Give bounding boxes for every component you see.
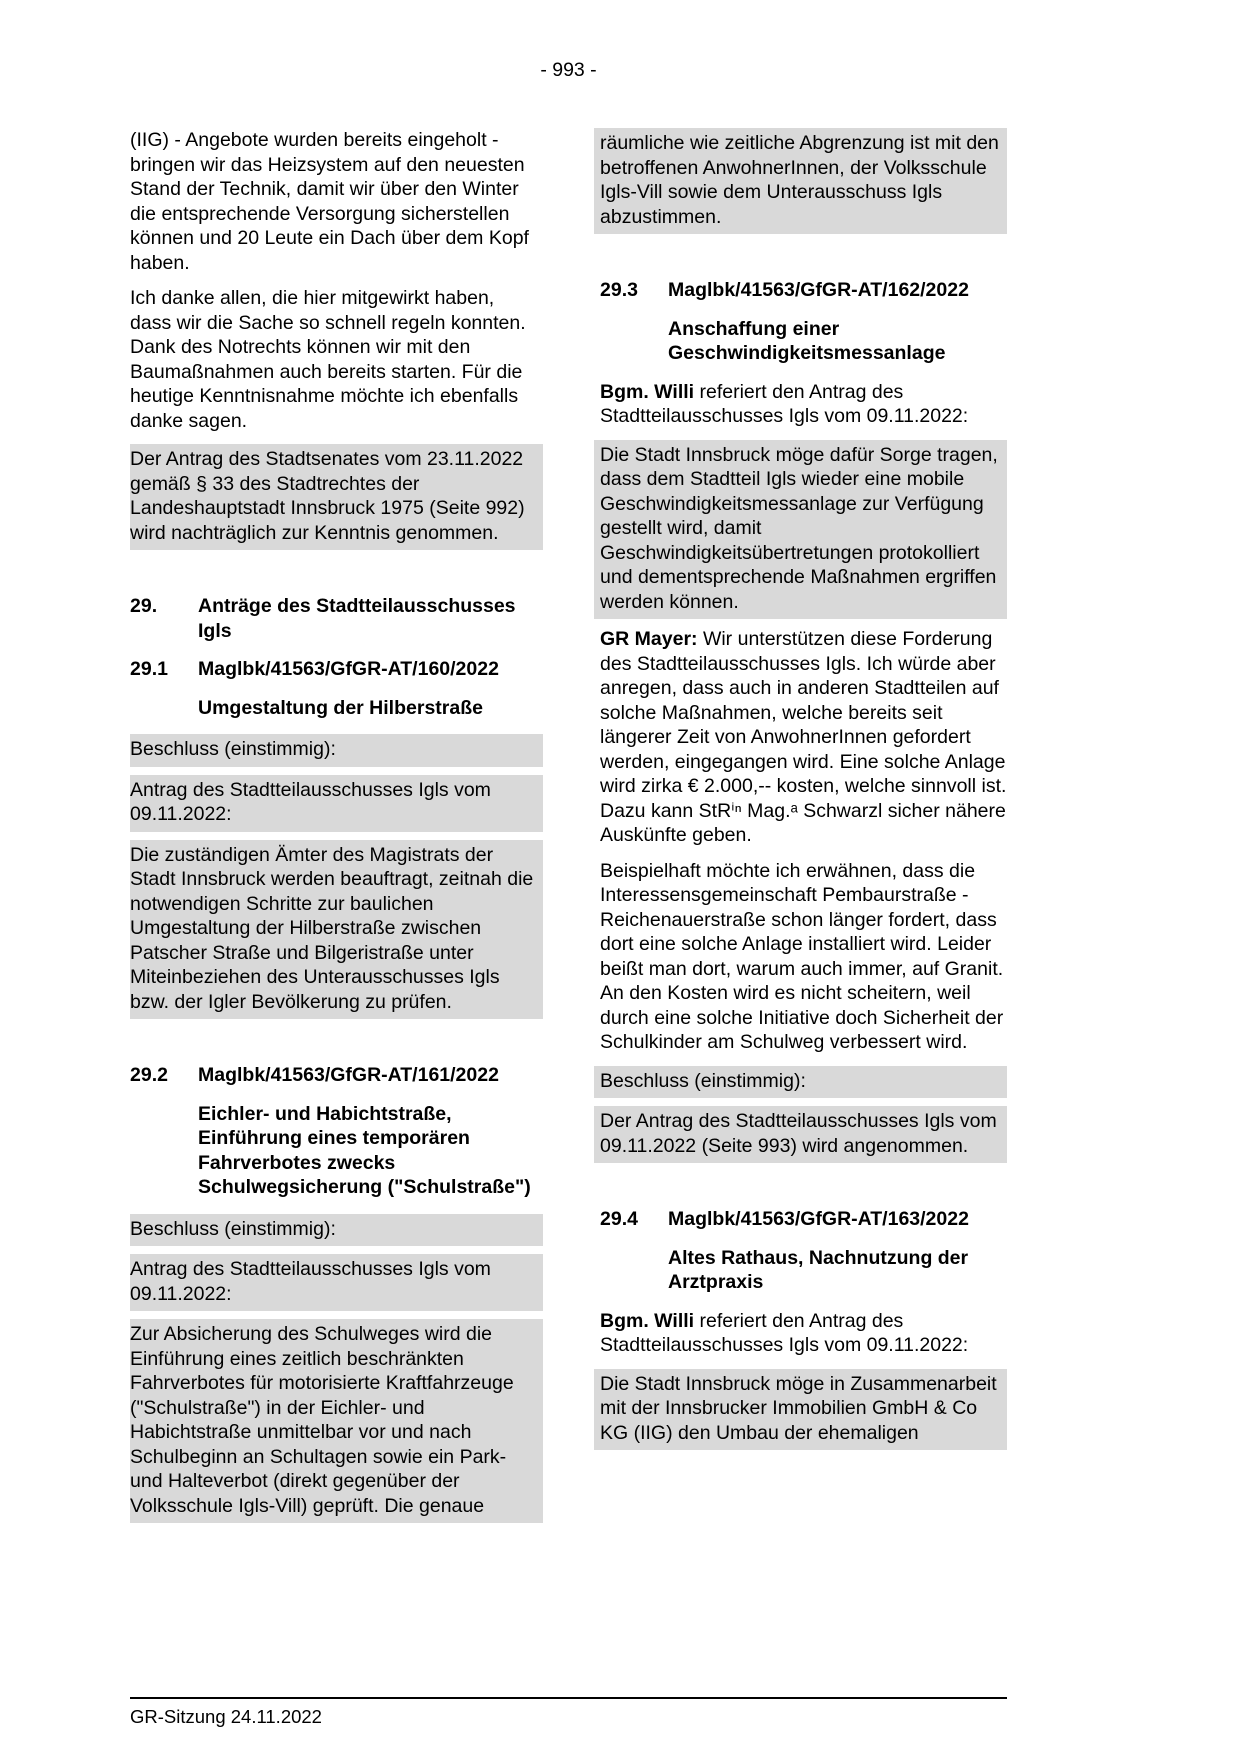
section-title: Maglbk/41563/GfGR-AT/161/2022 [198, 1064, 499, 1086]
speaker-name: GR Mayer: [600, 628, 698, 650]
speaker-name: Bgm. Willi [600, 1309, 695, 1332]
paragraph: Bgm. Willi referiert den Antrag des Stadtteilausschusses Igls vom 09.11.2022: [600, 1309, 969, 1356]
highlighted-paragraph: Der Antrag des Stadtteilausschusses Igls vom 09.11.2022 (Seite 993) wird angenommen. [594, 1106, 1007, 1163]
footer-text: GR-Sitzung 24.11.2022 [130, 1706, 322, 1727]
paragraph: (IIG) - Angebote wurden bereits eingeholt - bringen wir das Heizsystem auf den neuesten Stand der Technik, damit wir über den Winter die entsprechende Versorgung sicherstellen können und 20 Leute ein Dach über dem Kopf haben. [130, 129, 529, 274]
paragraph: Bgm. Willi referiert den Antrag des Stadtteilausschusses Igls vom 09.11.2022: [600, 380, 969, 427]
highlighted-paragraph: Beschluss (einstimmig): [130, 734, 543, 767]
section-subtitle: Umgestaltung der Hilberstraße [198, 696, 483, 719]
section-title: Maglbk/41563/GfGR-AT/162/2022 [668, 279, 969, 301]
section-heading [600, 278, 1007, 303]
section-heading [130, 1063, 537, 1088]
section-heading [600, 1207, 1007, 1232]
speaker-name: Bgm. Willi [600, 380, 695, 403]
paragraph: GR Mayer: Wir unterstützen diese Forderung des Stadtteilausschusses Igls. Ich würde aber anregen, dass auch in anderen Stadtteilen auf solche Maßnahmen, welche bereits seit längerer Zeit von AnwohnerInnen gefordert werden, eingegangen wird. Eine solche Anlage wird zirka € 2.000,-- kosten, welche sinnvoll ist. Dazu kann StRⁱⁿ Mag.ᵃ Schwarzl sicher nähere Auskünfte geben. [600, 628, 1007, 846]
highlighted-paragraph: Die zuständigen Ämter des Magistrats der Stadt Innsbruck werden beauftragt, zeitnah die notwendigen Schritte zur baulichen Umgestaltung der Hilberstraße zwischen Patscher Straße und Bilgeristraße unter Miteinbeziehen des Unterausschusses Igls bzw. der Igler Bevölkerung zu prüfen. [130, 840, 543, 1020]
section-heading [130, 594, 537, 643]
section-number: 29.4 [600, 1208, 638, 1230]
highlighted-paragraph: Die Stadt Innsbruck möge dafür Sorge tragen, dass dem Stadtteil Igls wieder eine mobile Geschwindigkeitsmessanlage zur Verfügung gestellt wird, damit Geschwindigkeitsübertretungen protokolliert und dementsprechende Maßnahmen ergriffen werden können. [594, 440, 1007, 620]
paragraph: Beispielhaft möchte ich erwähnen, dass die Interessensgemeinschaft Pembaurstraße - Reichenauerstraße schon länger fordert, dass dort eine solche Anlage installiert wird. Leider beißt man dort, warum auch immer, auf Granit. An den Kosten wird es nicht scheitern, weil durch eine solche Initiative doch Sicherheit der Schulkinder am Schulweg verbessert wird. [600, 859, 1004, 1053]
page-footer [130, 1697, 1007, 1728]
section-subtitle: Eichler- und Habichtstraße, Einführung eines temporären Fahrverbotes zwecks Schulwegsicherung ("Schulstraße") [198, 1102, 531, 1198]
section-subtitle: Altes Rathaus, Nachnutzung der Arztpraxis [668, 1246, 969, 1293]
highlighted-paragraph: Zur Absicherung des Schulweges wird die Einführung eines zeitlich beschränkten Fahrverbotes für motorisierte Kraftfahrzeuge ("Schulstraße") in der Eichler- und Habichtstraße unmittelbar vor und nach Schulbeginn an Schultagen sowie ein Park- und Halteverbot (direkt gegenüber der Volksschule Igls-Vill) geprüft. Die genaue [130, 1319, 543, 1523]
highlighted-paragraph: Der Antrag des Stadtsenates vom 23.11.2022 gemäß § 33 des Stadtrechtes der Landeshauptstadt Innsbruck 1975 (Seite 992) wird nachträglich zur Kenntnis genommen. [130, 444, 543, 550]
paragraph: Ich danke allen, die hier mitgewirkt haben, dass wir die Sache so schnell regeln konnten. Dank des Notrechts können wir mit den Baumaßnahmen auch bereits starten. Für die heutige Kenntnisnahme möchte ich ebenfalls danke sagen. [130, 287, 526, 432]
page-content [130, 128, 1007, 1683]
section-heading [130, 657, 537, 682]
column-right [600, 128, 1007, 1683]
column-left [130, 128, 537, 1683]
highlighted-paragraph: Antrag des Stadtteilausschusses Igls vom 09.11.2022: [130, 1254, 543, 1311]
section-title: Maglbk/41563/GfGR-AT/160/2022 [198, 658, 499, 680]
section-number: 29.1 [130, 658, 168, 680]
section-title: Maglbk/41563/GfGR-AT/163/2022 [668, 1208, 969, 1230]
highlighted-paragraph: räumliche wie zeitliche Abgrenzung ist mit den betroffenen AnwohnerInnen, der Volksschule Igls-Vill sowie dem Unterausschuss Igls abzustimmen. [594, 128, 1007, 234]
section-number: 29.3 [600, 279, 638, 301]
highlighted-paragraph: Die Stadt Innsbruck möge in Zusammenarbeit mit der Innsbrucker Immobilien GmbH & Co KG (IIG) den Umbau der ehemaligen [594, 1369, 1007, 1451]
section-subtitle: Anschaffung einer Geschwindigkeitsmessanlage [668, 317, 946, 364]
highlighted-paragraph: Beschluss (einstimmig): [130, 1214, 543, 1247]
highlighted-paragraph: Antrag des Stadtteilausschusses Igls vom 09.11.2022: [130, 775, 543, 832]
page-number: - 993 - [540, 59, 597, 81]
section-number: 29.2 [130, 1064, 168, 1086]
section-title: Anträge des Stadtteilausschusses Igls [198, 595, 516, 642]
highlighted-paragraph: Beschluss (einstimmig): [594, 1066, 1007, 1099]
section-number: 29. [130, 595, 158, 617]
